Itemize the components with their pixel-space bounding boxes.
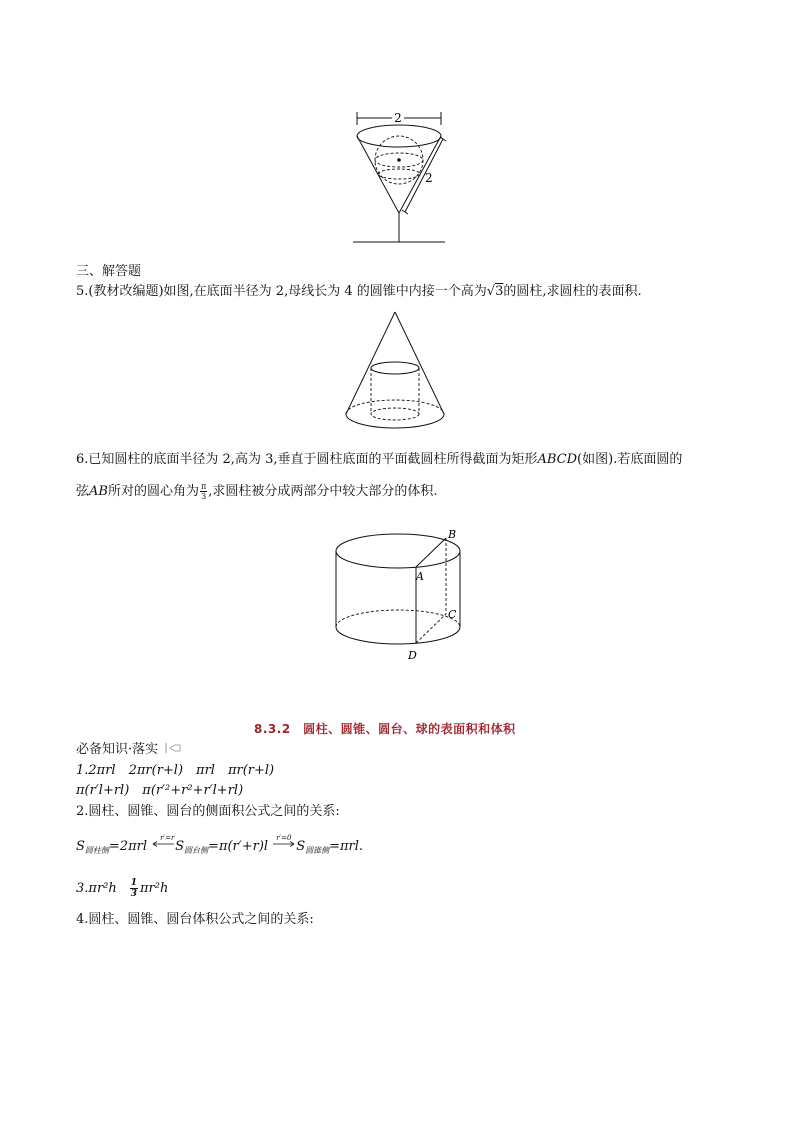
- q6-line1-pre: 6.已知圆柱的底面半径为 2,高为 3,垂直于圆柱底面的平面截圆柱所得截面为矩形: [76, 452, 538, 467]
- q6-ab: AB: [89, 484, 108, 499]
- label-a: A: [416, 570, 424, 583]
- answer-item1-line2: π(r′l+rl) π(r′²+r²+r′l+rl): [76, 783, 244, 798]
- sqrt-symbol: √: [486, 284, 496, 299]
- s-cyl: S: [76, 839, 85, 854]
- question-6-line1: [76, 452, 682, 468]
- question-6-line2: [76, 482, 438, 502]
- q5-sqrt-arg: 3: [495, 284, 504, 299]
- answer-item4: 4.圆柱、圆锥、圆台体积公式之间的关系:: [76, 912, 314, 927]
- s-cone-eq: =πrl.: [329, 839, 364, 854]
- item3-frac-den: 3: [130, 889, 138, 899]
- q6-line2-pre: 弦: [76, 484, 90, 499]
- right-arrow: [272, 834, 296, 850]
- q6-abcd: ABCD: [537, 452, 578, 467]
- section-title: 三、解答题: [76, 264, 142, 279]
- q6-frac-den: 3: [201, 492, 207, 501]
- cone-cup-figure: [345, 108, 455, 248]
- q6-line1-post: (如图).若底面圆的: [577, 452, 683, 467]
- item3-post: πr²h: [140, 881, 169, 896]
- pencil-icon: [165, 742, 183, 754]
- q6-fraction: [200, 482, 207, 501]
- q6-frac-num: π: [200, 482, 207, 491]
- cone-cylinder-figure: [340, 308, 460, 438]
- left-arrow-icon: [151, 840, 175, 848]
- s-frustum-eq: =π(r′+r)l: [208, 839, 269, 854]
- label-d: D: [408, 649, 417, 662]
- left-arrow-label: r′=r: [160, 834, 175, 842]
- left-arrow: [151, 834, 175, 850]
- q6-line2-post: ,求圆柱被分成两部分中较大部分的体积.: [208, 484, 438, 499]
- answer-item1-line1: 1.2πrl 2πr(r+l) πrl πr(r+l): [76, 763, 275, 778]
- question-5: [76, 284, 642, 300]
- q5-text-pre: 5.(教材改编题)如图,在底面半径为 2,母线长为 4 的圆锥中内接一个高为: [76, 284, 487, 299]
- figure1-slant-label: 2: [425, 171, 433, 185]
- s-cyl-sub: 圆柱侧: [84, 846, 109, 855]
- s-cyl-eq: =2πrl: [108, 839, 147, 854]
- q5-text-post: 的圆柱,求圆柱的表面积.: [503, 284, 642, 299]
- item3-frac-num: 1: [130, 878, 138, 888]
- label-b: B: [448, 528, 457, 541]
- s-cone: S: [296, 839, 306, 854]
- answer-item2: 2.圆柱、圆锥、圆台的侧面积公式之间的关系:: [76, 804, 340, 819]
- q6-line2-mid: 所对的圆心角为: [107, 484, 199, 499]
- right-arrow-label: r′=0: [276, 834, 292, 842]
- s-frustum-sub: 圆台侧: [184, 846, 209, 855]
- item3-pre: 3.πr²h: [76, 881, 130, 896]
- answer-item3: [76, 878, 168, 899]
- right-arrow-icon: [272, 840, 296, 848]
- answer-section-heading: 8.3.2 圆柱、圆锥、圆台、球的表面积和体积: [254, 722, 516, 736]
- figure1-top-label: 2: [394, 111, 402, 125]
- s-cone-sub: 圆锥侧: [305, 846, 330, 855]
- label-c: C: [448, 608, 457, 621]
- cylinder-section-figure: [330, 524, 470, 664]
- s-frustum: S: [175, 839, 185, 854]
- answer-subheading: [76, 742, 183, 758]
- answer-subheading-text: 必备知识·落实: [76, 742, 159, 757]
- area-relation-formula: [76, 834, 364, 859]
- item3-fraction: [130, 878, 138, 899]
